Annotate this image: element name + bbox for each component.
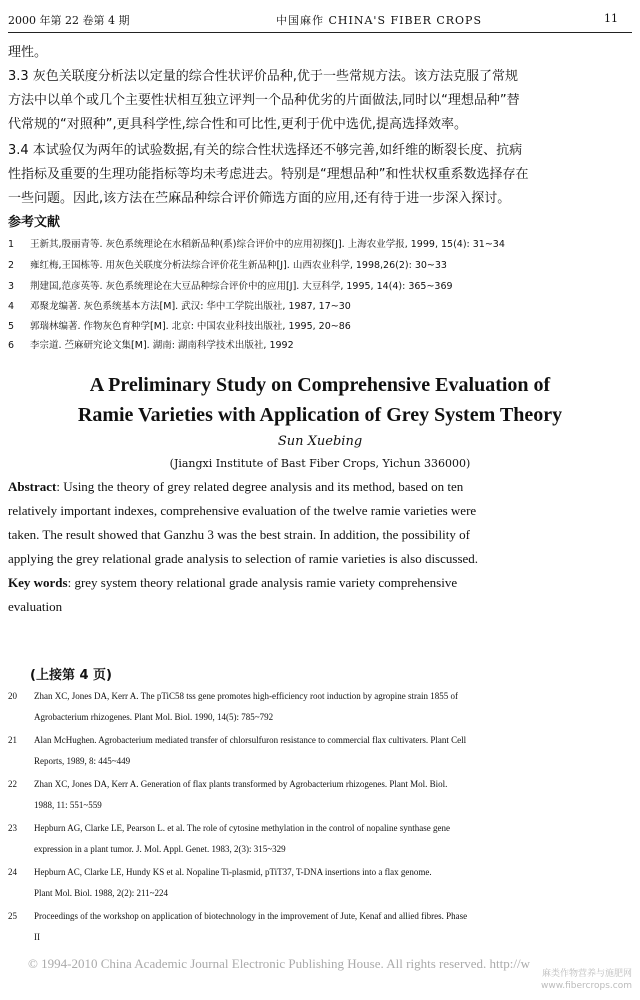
reference-item: 3 荆建国,范彦英等. 灰色系统理论在大豆品种综合评价中的应用[J]. 大豆科学, 1995, 14(4): 365~369 <box>8 281 453 292</box>
watermark: 麻类作物营养与施肥网 www.fibercrops.com <box>541 969 632 991</box>
reference-item: 6 李宗道. 苎麻研究论文集[M]. 湖南: 湖南科学技术出版社, 1992 <box>8 340 294 351</box>
journal-name: 中国麻作 CHINA'S FIBER CROPS <box>276 14 482 27</box>
reference-item: 4 邓聚龙编著. 灰色系统基本方法[M]. 武汉: 华中工学院出版社, 1987, 17~30 <box>8 301 351 312</box>
abstract-line: Abstract: Using the theory of grey related degree analysis and its method, based on ten <box>8 479 464 494</box>
paragraph-line: 理性。 <box>8 45 48 60</box>
journal-page: 2000 年第 22 卷第 4 期 中国麻作 CHINA'S FIBER CROPS 11 理性。 3.3 灰色关联度分析法以定量的综合性状评价品种,优于一些常规方法。该方法克服了常规 方法中以单个或几个主要性状相互独立评判一个品种优劣的片面做法,同时以“理想品种”替 代常规的“对照种”,更具科学性,综合性和可比性,更利于优中选优,提高选择效率。 3.4 本试验仅为两年的试验数据,有关的综合性状选择还不够完善,如纤维的断裂长度、抗病 性指标及重要的生理功能指标等均未考虑进去。特别是“理想品种”和性状权重系数选择存在 一些问题。因此,该方法在苎麻品种综合评价筛选方面的应用,还有待于进一步深入探讨。 参考文献 1 王新其,殷丽青等. 灰色系统理论在水稻新品种(系)综合评价中的应用初探[J]. 上海农业学报, 1999, 15(4): 31~34 2 雍红梅,王国栋等. 用灰色关联度分析法综合评价花生新品种[J]. 山西农业科学, 1998,26(2): 30~33 3 荆建国,范彦英等. 灰色系统理论在大豆品种综合评价中的应用[J]. 大豆科学, 1995, 14(4): 365~369 4 邓聚龙编著. 灰色系统基本方法[M]. 武汉: 华中工学院出版社, 1987, 17~30 5 郭瑞林编著. 作物灰色育种学[M]. 北京: 中国农业科技出版社, 1995, 20~86 6 李宗道. 苎麻研究论文集[M]. 湖南: 湖南科学技术出版社, 1992 A Preliminary Study on Comprehensive Evaluation of Ramie Varieties with Application of Grey System Theory Sun Xuebing (Jiangxi Institute of Bast Fiber Crops, Yichun 336000) Abstract: Using the theory of grey related degree analysis and its method, based on ten relatively important indexes, comprehensive evaluation of the twelve ramie varieties were taken. The result showed that Ganzhu 3 was the best strain. In addition, the possibility of applying the grey relational grade analysis to selection of ramie varieties is also discussed. Key words: grey system theory relational grade analysis ramie variety comprehensive evaluation (上接第 4 页) 20 Zhan XC, Jones DA, Kerr A. The pTiC58 tss gene promotes high-efficiency root induction by agropine strain 1855 of Agrobacterium rhizogenes. Plant Mol. Biol. 1990, 14(5): 785~792 21 Alan McHughen. Agrobacterium mediated transfer of chlorsulfuron resistance to commercial flax cultivaters. Plant Cell Reports, 1989, 8: 445~449 22 Zhan XC, Jones DA, Kerr A. Generation of flax plants transformed by Agrobacterium rhizogenes. Plant Mol. Biol. 1988, 11: 551~559 23 Hepburn AG, Clarke LE, Pearson L. et al. The role of cytosine methylation in the control of nopaline synthase gene expression in a plant tumor. J. Mol. Appl. Genet. 1983, 2(3): 315~329 24 Hepburn AC, Clarke LE, Hundy KS et al. Nopaline Ti-plasmid, pTiT37, T-DNA insertions into a flax genome. Plant Mol. Biol. 1988, 2(2): 211~224 25 Proceedings of the workshop on application of biotechnology in the improvement of Jute, Kenaf and allied fibres. Phase II © 1994-2010 China Academic Journal Electronic Publishing House. All rights reserved. http://w 麻类作物营养与施肥网 www.fibercrops.com <box>0 0 640 1000</box>
paragraph-line: 3.4 本试验仅为两年的试验数据,有关的综合性状选择还不够完善,如纤维的断裂长度、抗病 <box>8 143 523 158</box>
abstract-line: relatively important indexes, comprehensive evaluation of the twelve ramie varieties were <box>8 503 477 518</box>
paragraph-line: 3.3 灰色关联度分析法以定量的综合性状评价品种,优于一些常规方法。该方法克服了常规 <box>8 69 518 84</box>
header-rule <box>8 32 632 33</box>
paragraph-line: 方法中以单个或几个主要性状相互独立评判一个品种优劣的片面做法,同时以“理想品种”替 <box>8 93 520 108</box>
english-title-line-2: Ramie Varieties with Application of Grey System Theory <box>77 404 563 426</box>
running-header <box>8 6 632 28</box>
reference-item: 1 王新其,殷丽青等. 灰色系统理论在水稻新品种(系)综合评价中的应用初探[J]. 上海农业学报, 1999, 15(4): 31~34 <box>8 239 505 250</box>
paragraph-line: 代常规的“对照种”,更具科学性,综合性和可比性,更利于优中选优,提高选择效率。 <box>8 117 467 132</box>
reference-item: 2 雍红梅,王国栋等. 用灰色关联度分析法综合评价花生新品种[J]. 山西农业科学, 1998,26(2): 30~33 <box>8 260 447 271</box>
paragraph-line: 性指标及重要的生理功能指标等均未考虑进去。特别是“理想品种”和性状权重系数选择存在 <box>8 167 529 182</box>
issue-info: 2000 年第 22 卷第 4 期 <box>8 14 130 27</box>
abstract-line: applying the grey relational grade analysis to selection of ramie varieties is also discussed. <box>8 551 479 566</box>
abstract-label: Abstract <box>8 479 57 494</box>
affiliation: (Jiangxi Institute of Bast Fiber Crops, Yichun 336000) <box>169 457 471 470</box>
keywords-line: Key words: grey system theory relational grade analysis ramie variety comprehensive <box>8 575 458 590</box>
author: Sun Xuebing <box>277 434 363 449</box>
keywords-label: Key words <box>8 575 68 590</box>
copyright-footer: © 1994-2010 China Academic Journal Electronic Publishing House. All rights reserved. http://w <box>28 956 530 971</box>
english-title-line-1: A Preliminary Study on Comprehensive Evaluation of <box>89 374 551 396</box>
page-number: 11 <box>604 12 618 25</box>
continued-note: (上接第 4 页) <box>30 668 112 683</box>
reference-item: 5 郭瑞林编著. 作物灰色育种学[M]. 北京: 中国农业科技出版社, 1995, 20~86 <box>8 321 351 332</box>
references-heading: 参考文献 <box>8 215 61 230</box>
keywords-line: evaluation <box>8 599 63 614</box>
abstract-line: taken. The result showed that Ganzhu 3 was the best strain. In addition, the possibility of <box>8 527 470 542</box>
paragraph-line: 一些问题。因此,该方法在苎麻品种综合评价筛选方面的应用,还有待于进一步深入探讨。 <box>8 191 511 206</box>
